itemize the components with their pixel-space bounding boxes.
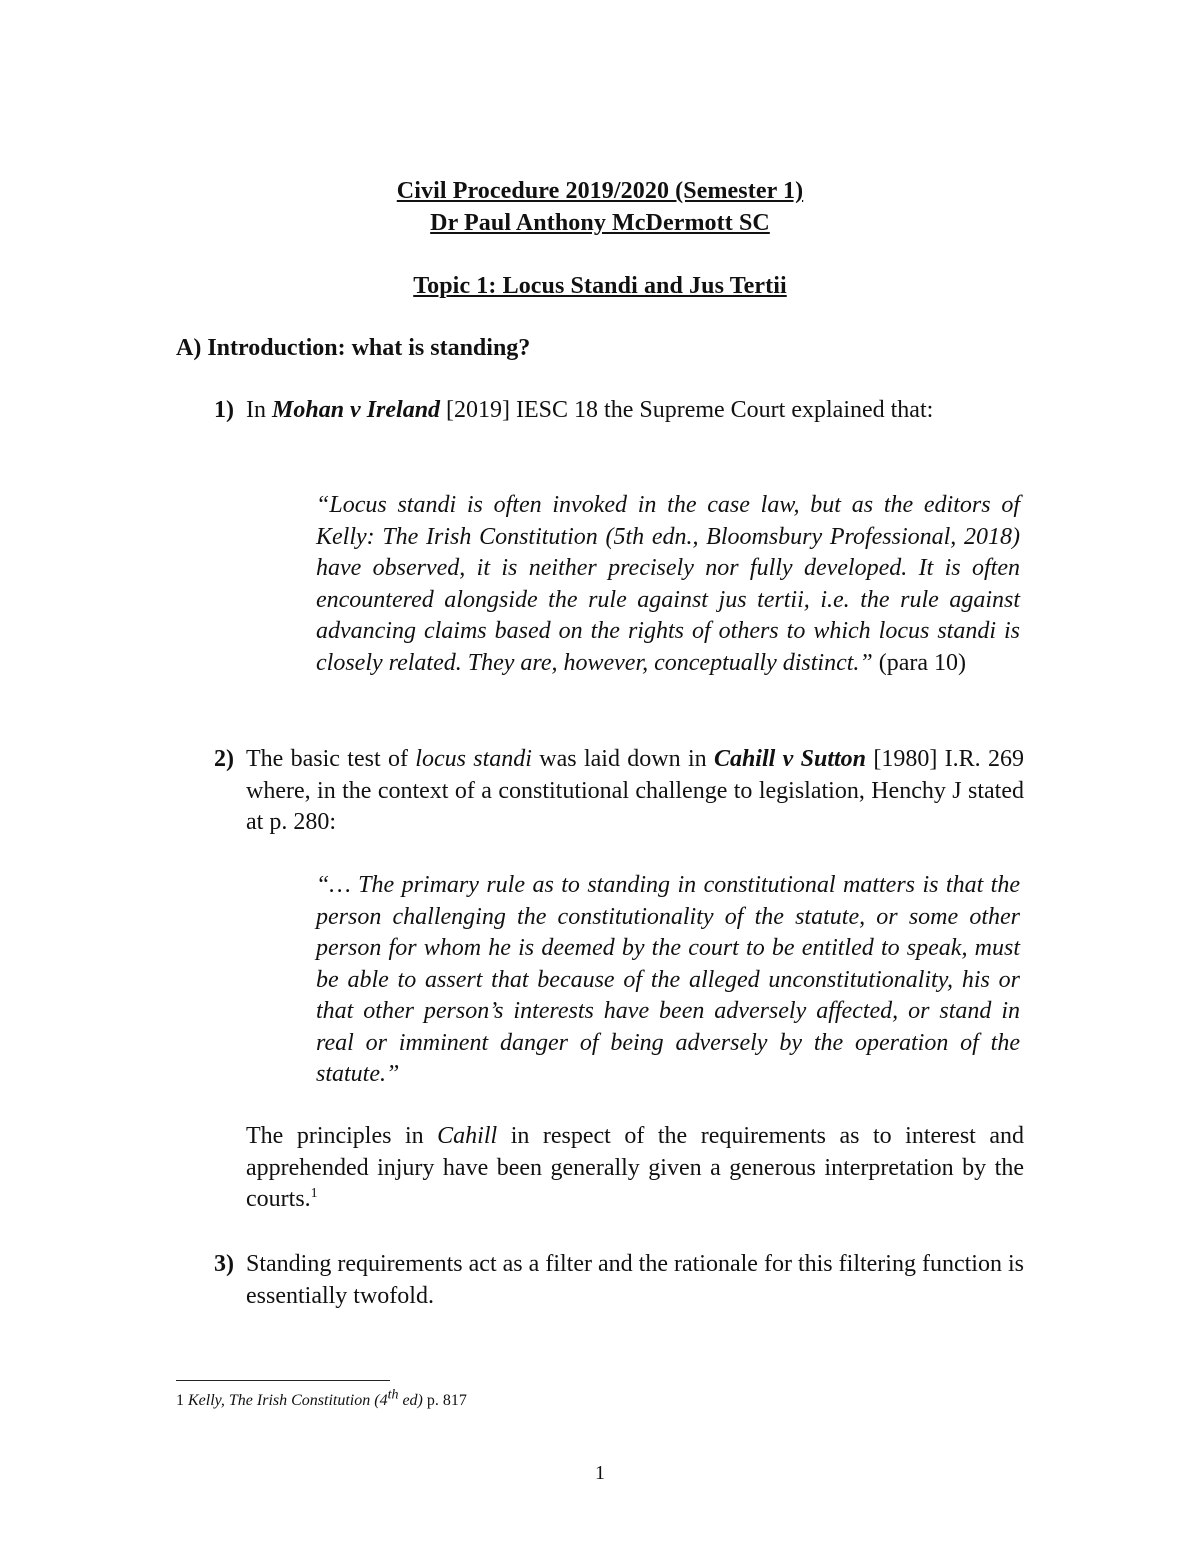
course-title: Civil Procedure 2019/2020 (Semester 1) — [396, 178, 804, 204]
case-name: Mohan v Ireland — [272, 397, 441, 423]
lecturer-name: Dr Paul Anthony McDermott SC — [430, 210, 770, 236]
list-item-1 — [214, 395, 1024, 427]
list-item-3 — [214, 1249, 1024, 1312]
list-item-number: 1) — [214, 397, 234, 423]
list-item-text: Standing requirements act as a filter and the rationale for this filtering function is essentially twofold. — [246, 1251, 1024, 1309]
list-item-2 — [214, 744, 1024, 839]
footnote-reference[interactable]: 1 — [310, 1186, 318, 1201]
list-item-text: In Mohan v Ireland [2019] IESC 18 the Supreme Court explained that: — [246, 397, 934, 423]
case-name: Cahill v Sutton — [713, 746, 867, 772]
footnote-separator — [176, 1380, 390, 1381]
block-quote-mohan: “Locus standi is often invoked in the case law, but as the editors of Kelly: The Irish Constitution (5th edn., Bloomsbury Professional, 2018) have observed, it is neither precisely nor fully developed. It is often encountered alongside the rule against jus tertii, i.e. the rule against advancing claims based on the rights of others to which locus standi is closely related. They are, however, conceptually distinct.” (para 10) — [316, 492, 1020, 676]
topic-title: Topic 1: Locus Standi and Jus Tertii — [413, 273, 787, 299]
legal-term: locus standi — [415, 746, 532, 772]
page-number: 1 — [595, 1462, 605, 1484]
case-name: Cahill — [437, 1123, 498, 1149]
list-item-text: The basic test of locus standi was laid down in Cahill v Sutton [1980] I.R. 269 where, in the context of a constitutional challenge to legislation, Henchy J stated at p. 280: — [246, 746, 1025, 835]
block-quote-cahill: “… The primary rule as to standing in constitutional matters is that the person challenging the constitutionality of the statute, or some other person for whom he is deemed by the court to be entitled to speak, must be able to assert that because of the alleged unconstitutionality, his or that other person’s interests have been adversely affected, or stand in real or imminent danger of being adversely by the operation of the statute.” — [316, 872, 1020, 1087]
section-a-heading: A) Introduction: what is standing? — [176, 335, 531, 361]
list-item-number: 3) — [214, 1251, 234, 1277]
quote-citation: (para 10) — [872, 649, 967, 676]
list-item-number: 2) — [214, 746, 234, 772]
follow-up-paragraph: The principles in Cahill in respect of the requirements as to interest and apprehended injury have been generally given a generous interpretation by the courts.$^1$ — [246, 1123, 1024, 1212]
footnote: 1 Kelly, The Irish Constitution (4th ed) p. 817 — [176, 1387, 467, 1409]
